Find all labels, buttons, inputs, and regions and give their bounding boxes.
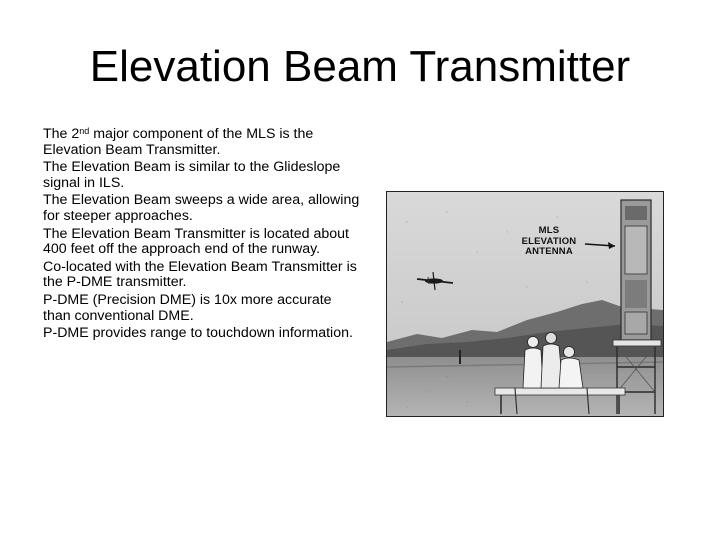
- bullet-item: The Elevation Beam is similar to the Glideslope signal in ILS.: [43, 159, 341, 191]
- bullet-item: The Elevation Beam sweeps a wide area, allowing for steeper approaches.: [43, 192, 360, 224]
- bullet-list: [43, 127, 363, 344]
- slide-title: Elevation Beam Transmitter: [89, 42, 631, 91]
- mls-antenna-photo: [386, 191, 664, 417]
- bullet-text: major component of the MLS is the Elevation Beam Transmitter.: [43, 126, 314, 158]
- superscript: nd: [79, 126, 90, 136]
- antenna-label-line: ANTENNA: [525, 246, 573, 257]
- antenna-label-line: MLS: [538, 225, 560, 236]
- bullet-item: The Elevation Beam Transmitter is located about 400 feet off the approach end of the runway.: [43, 225, 349, 258]
- antenna-label: [509, 226, 589, 258]
- marker-post: [459, 350, 461, 364]
- antenna-label-line: ELEVATION: [521, 235, 577, 247]
- bullet-item: P-DME (Precision DME) is 10x more accurate than conventional DME.: [43, 291, 332, 324]
- bullet-item: P-DME provides range to touchdown information.: [43, 325, 353, 342]
- bullet-text: The 2: [43, 126, 80, 142]
- bullet-item: Co-located with the Elevation Beam Transmitter is the P-DME transmitter.: [43, 258, 357, 291]
- bullet-item: [43, 127, 363, 158]
